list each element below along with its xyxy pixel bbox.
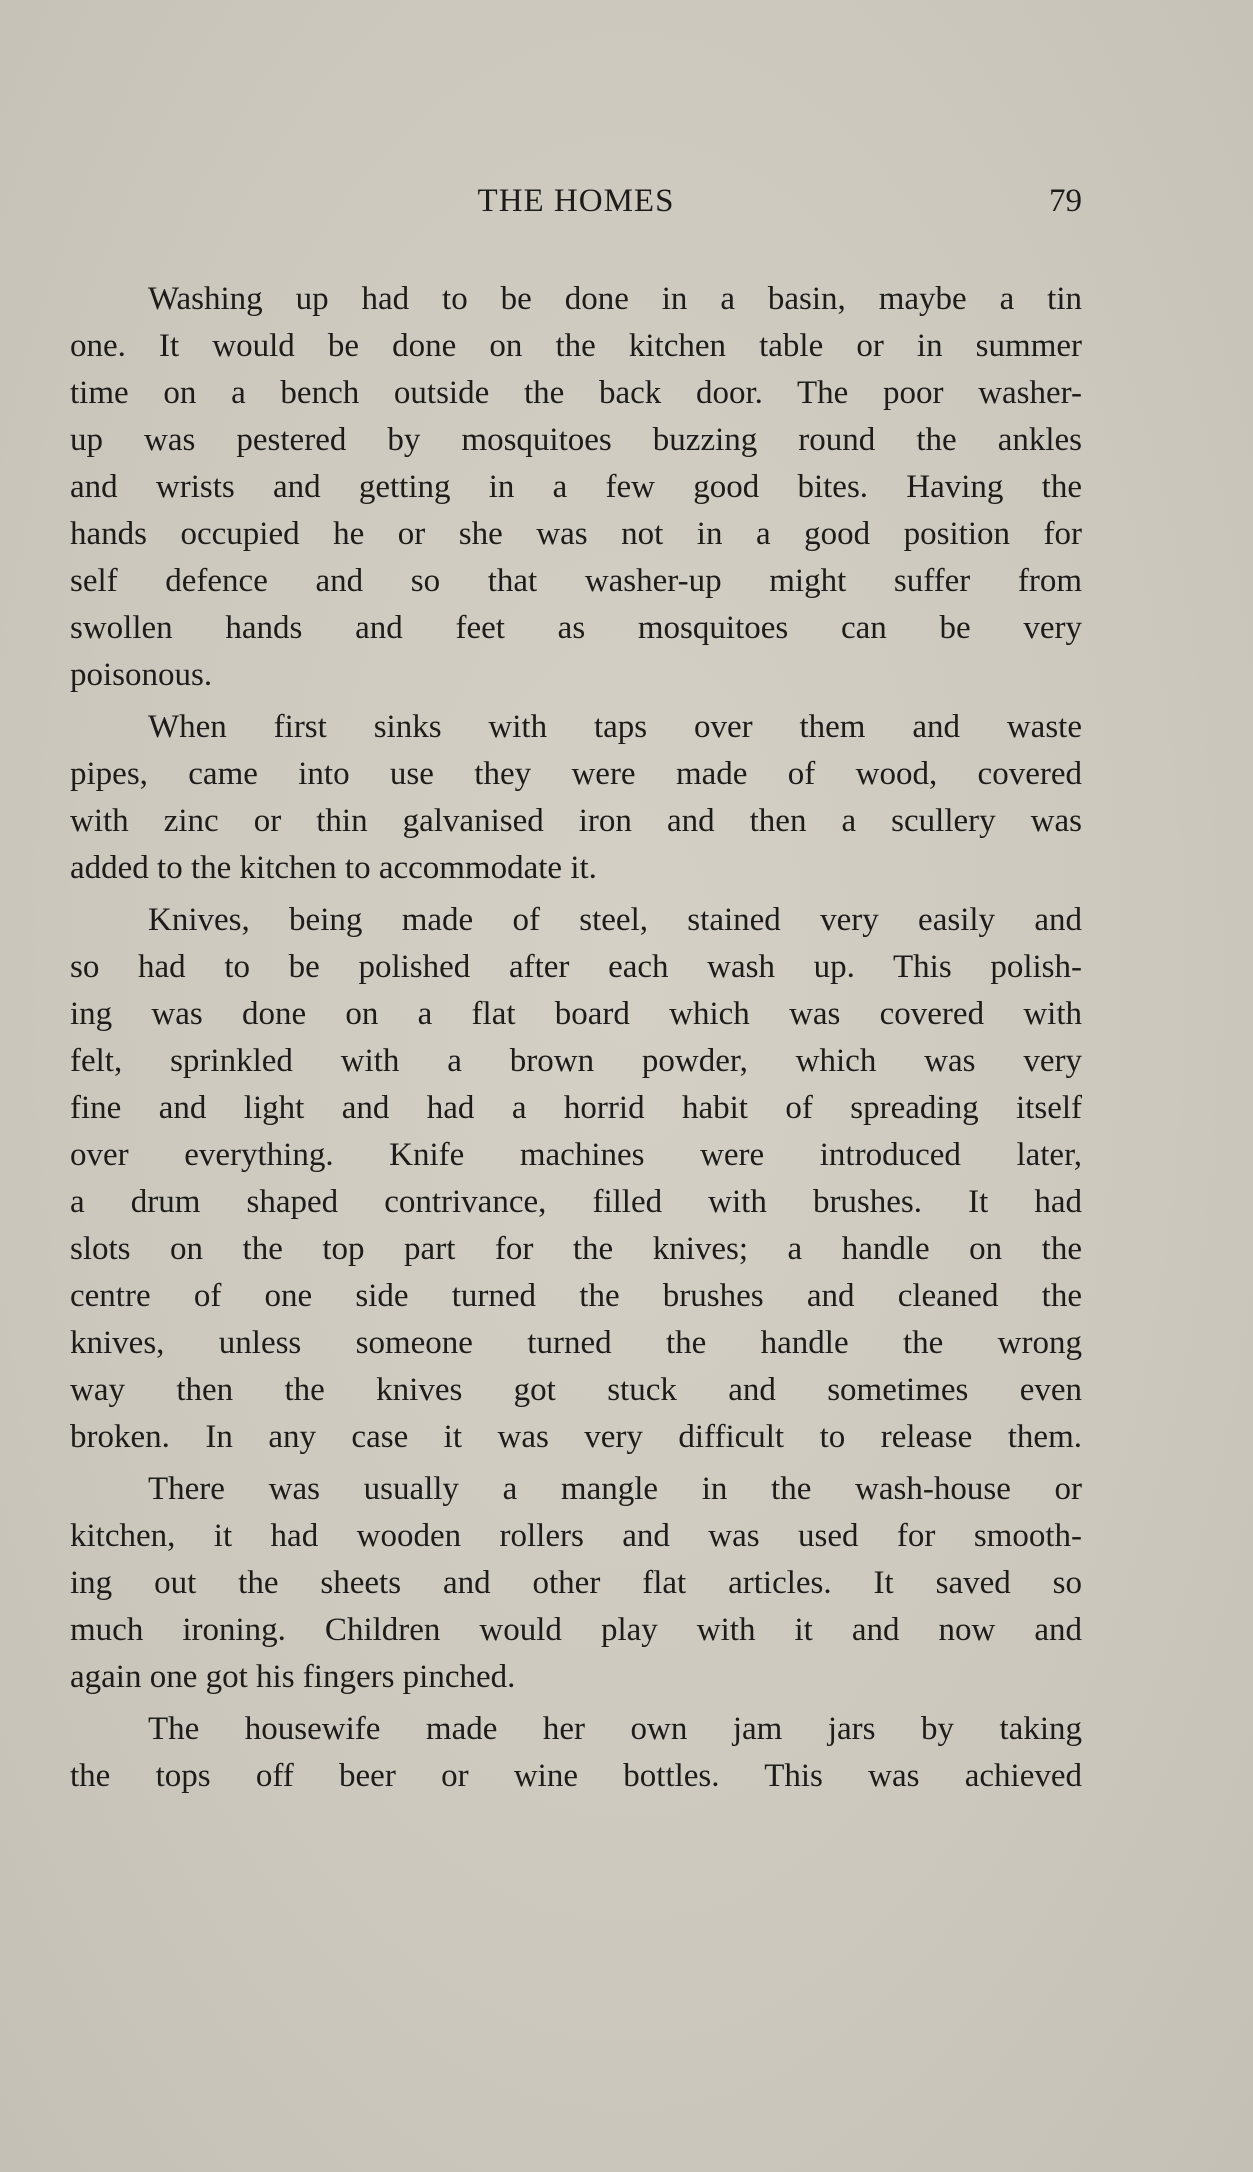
text-line: kitchen, it had wooden rollers and was used for smooth- <box>70 1518 1082 1554</box>
paragraph <box>70 704 1082 892</box>
paragraph <box>70 1466 1082 1701</box>
text-line: broken. In any case it was very difficult to release them. <box>70 1419 1082 1455</box>
text-line: slots on the top part for the knives; a handle on the <box>70 1231 1082 1267</box>
text-line: again one got his fingers pinched. <box>70 1659 516 1695</box>
running-head <box>70 176 1082 226</box>
text-line: pipes, came into use they were made of wood, covered <box>70 756 1082 792</box>
text-line: The housewife made her own jam jars by taking <box>148 1711 1082 1747</box>
paragraph <box>70 897 1082 1461</box>
text-line: hands occupied he or she was not in a good position for <box>70 516 1082 552</box>
text-line: the tops off beer or wine bottles. This was achieved <box>70 1758 1082 1794</box>
text-line: a drum shaped contrivance, filled with brushes. It had <box>70 1184 1082 1220</box>
text-line: There was usually a mangle in the wash-house or <box>148 1471 1082 1507</box>
text-line: self defence and so that washer-up might suffer from <box>70 563 1082 599</box>
body-text <box>70 276 1082 1805</box>
text-line: added to the kitchen to accommodate it. <box>70 850 597 886</box>
text-line: Knives, being made of steel, stained very easily and <box>148 902 1082 938</box>
text-line: up was pestered by mosquitoes buzzing round the ankles <box>70 422 1082 458</box>
text-line: swollen hands and feet as mosquitoes can be very <box>70 610 1082 646</box>
text-line: Washing up had to be done in a basin, maybe a tin <box>148 281 1082 317</box>
text-line: with zinc or thin galvanised iron and then a scullery was <box>70 803 1082 839</box>
paragraph <box>70 276 1082 699</box>
text-line: over everything. Knife machines were introduced later, <box>70 1137 1082 1173</box>
text-line: When first sinks with taps over them and waste <box>148 709 1082 745</box>
text-line: much ironing. Children would play with it and now and <box>70 1612 1082 1648</box>
text-line: one. It would be done on the kitchen table or in summer <box>70 328 1082 364</box>
text-line: poisonous. <box>70 657 213 693</box>
text-line: way then the knives got stuck and sometimes even <box>70 1372 1082 1408</box>
text-line: so had to be polished after each wash up. This polish- <box>70 949 1082 985</box>
text-line: centre of one side turned the brushes and cleaned the <box>70 1278 1082 1314</box>
text-line: fine and light and had a horrid habit of spreading itself <box>70 1090 1082 1126</box>
text-line: ing was done on a flat board which was covered with <box>70 996 1082 1032</box>
paragraph <box>70 1706 1082 1800</box>
text-line: ing out the sheets and other flat articles. It saved so <box>70 1565 1082 1601</box>
text-line: and wrists and getting in a few good bites. Having the <box>70 469 1082 505</box>
page-number: 79 <box>1049 183 1082 219</box>
text-line: knives, unless someone turned the handle the wrong <box>70 1325 1082 1361</box>
text-line: time on a bench outside the back door. The poor washer- <box>70 375 1082 411</box>
text-line: felt, sprinkled with a brown powder, which was very <box>70 1043 1082 1079</box>
running-title: THE HOMES <box>477 183 675 219</box>
